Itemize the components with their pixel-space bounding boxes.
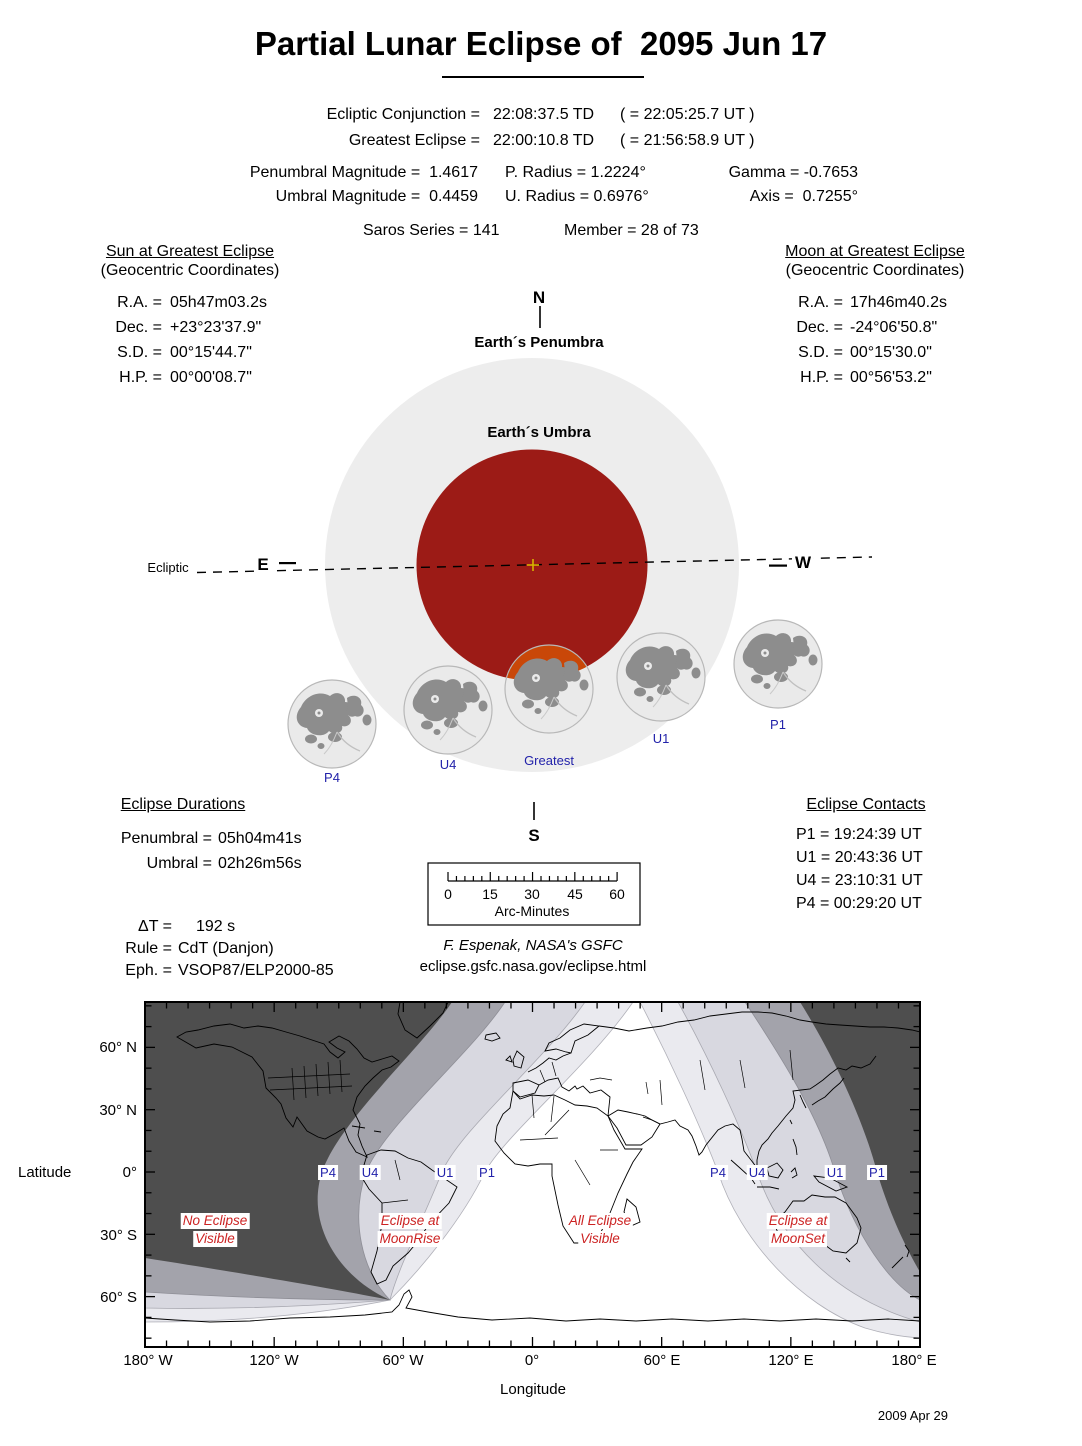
moon-hp-value: 00°56'53.2"	[850, 369, 932, 386]
longitude-axis-label: Longitude	[500, 1381, 566, 1398]
moon-dec-label: Dec. =	[796, 319, 843, 336]
sun-sd-label: S.D. =	[117, 344, 162, 361]
u-radius: U. Radius = 0.6976°	[505, 188, 649, 205]
moon-p4	[288, 680, 376, 768]
zone-label-moonrise-2: MoonRise	[379, 1231, 441, 1246]
lon-120w: 120° W	[249, 1352, 299, 1369]
east-dash	[279, 562, 296, 564]
ecliptic-conjunction-td: 22:08:37.5 TD	[493, 106, 595, 123]
title-underline	[442, 76, 644, 78]
compass-north: N	[532, 288, 546, 307]
moon-label-u1: U1	[652, 731, 670, 746]
rule-label: Rule =	[125, 940, 172, 957]
contact-u1: U1 = 20:43:36 UT	[796, 849, 923, 866]
zone-label-moonset-2: MoonSet	[770, 1231, 826, 1246]
scale-tick-45: 45	[567, 886, 583, 902]
compass-west: W	[792, 553, 814, 572]
moon-ra-label: R.A. =	[798, 294, 843, 311]
penumbral-duration-label: Penumbral =	[120, 830, 212, 847]
lon-180w: 180° W	[123, 1352, 173, 1369]
moon-u4	[404, 666, 492, 754]
contacts-heading: Eclipse Contacts	[806, 796, 926, 813]
moon-subheading: (Geocentric Coordinates)	[785, 262, 965, 279]
contact-p1: P1 = 19:24:39 UT	[796, 826, 922, 843]
contact-p4: P4 = 00:29:20 UT	[796, 895, 922, 912]
ephemeris-label: Eph. =	[125, 962, 172, 979]
lon-180e: 180° E	[891, 1352, 937, 1369]
umbral-duration-value: 02h26m56s	[218, 855, 302, 872]
penumbral-duration-value: 05h04m41s	[218, 830, 302, 847]
latitude-axis-label: Latitude	[18, 1164, 72, 1181]
umbra-label: Earth´s Umbra	[487, 424, 591, 441]
map-contact-u1-east: U1	[826, 1165, 844, 1180]
saros-member: Member = 28 of 73	[564, 222, 699, 239]
rule-value: CdT (Danjon)	[178, 940, 274, 957]
durations-heading: Eclipse Durations	[120, 796, 246, 813]
moon-heading: Moon at Greatest Eclipse	[785, 243, 965, 260]
map-contact-u4-east: U4	[748, 1165, 766, 1180]
scale-tick-60: 60	[609, 886, 625, 902]
greatest-eclipse-label: Greatest Eclipse =	[348, 132, 480, 149]
moon-label-u4: U4	[439, 757, 457, 772]
ecliptic-conjunction-ut: ( = 22:05:25.7 UT )	[620, 106, 755, 123]
map-contact-u4-west: U4	[361, 1165, 379, 1180]
lon-0: 0°	[524, 1352, 540, 1369]
ecliptic-label: Ecliptic	[147, 560, 189, 575]
saros-series: Saros Series = 141	[363, 222, 500, 239]
west-dash	[769, 565, 787, 567]
compass-south: S	[528, 826, 540, 845]
moon-ra-value: 17h46m40.2s	[850, 294, 947, 311]
sun-hp-label: H.P. =	[119, 369, 162, 386]
contact-u4: U4 = 23:10:31 UT	[796, 872, 923, 889]
compass-east: E	[254, 555, 271, 574]
penumbral-magnitude: Penumbral Magnitude = 1.4617	[249, 164, 478, 181]
sun-ra-value: 05h47m03.2s	[170, 294, 267, 311]
map-contact-u1-west: U1	[436, 1165, 454, 1180]
moon-label-greatest: Greatest	[524, 753, 574, 768]
delta-t-value: 192 s	[196, 918, 236, 935]
p-radius: P. Radius = 1.2224°	[505, 164, 646, 181]
axis: Axis = 0.7255°	[749, 188, 858, 205]
lat-30n: 30° N	[99, 1102, 137, 1119]
map-contact-p4-east: P4	[710, 1165, 726, 1180]
sun-subheading: (Geocentric Coordinates)	[100, 262, 280, 279]
moon-sd-value: 00°15'30.0"	[850, 344, 932, 361]
lat-0: 0°	[122, 1164, 137, 1181]
penumbra-label: Earth´s Penumbra	[474, 334, 604, 351]
ecliptic-conjunction-label: Ecliptic Conjunction =	[326, 106, 480, 123]
delta-t-label: ΔT =	[138, 918, 172, 935]
umbral-magnitude: Umbral Magnitude = 0.4459	[275, 188, 478, 205]
map-contact-p1-east: P1	[869, 1165, 885, 1180]
revision-date: 2009 Apr 29	[877, 1408, 948, 1423]
lat-30s: 30° S	[100, 1227, 137, 1244]
lon-120e: 120° E	[768, 1352, 814, 1369]
zone-label-moonset-1: Eclipse at	[768, 1213, 828, 1228]
zone-label-no-eclip se-2: Visible	[195, 1231, 235, 1246]
greatest-eclipse-td: 22:00:10.8 TD	[493, 132, 595, 149]
scale-tick-15: 15	[482, 886, 498, 902]
sun-dec-label: Dec. =	[115, 319, 162, 336]
credit-author: F. Espenak, NASA's GSFC	[443, 937, 623, 954]
sun-hp-value: 00°00'08.7"	[170, 369, 252, 386]
scale-tick-0: 0	[444, 886, 452, 902]
sun-heading: Sun at Greatest Eclipse	[105, 243, 275, 260]
map-contact-p4-west: P4	[320, 1165, 336, 1180]
sun-ra-label: R.A. =	[117, 294, 162, 311]
map-contact-p1-west: P1	[479, 1165, 495, 1180]
zone-label-moonrise-1: Eclipse at	[380, 1213, 440, 1228]
scale-unit: Arc-Minutes	[494, 903, 570, 919]
moon-label-p4: P4	[324, 770, 340, 785]
page-title: Partial Lunar Eclipse of 2095 Jun 17	[254, 25, 828, 62]
sun-dec-value: +23°23'37.9"	[170, 319, 262, 336]
umbral-duration-label: Umbral =	[146, 855, 212, 872]
moon-dec-value: -24°06'50.8"	[850, 319, 938, 336]
zone-label-all-visible-2: Visible	[580, 1231, 620, 1246]
sun-sd-value: 00°15'44.7"	[170, 344, 252, 361]
ephemeris-value: VSOP87/ELP2000-85	[178, 962, 334, 979]
gamma: Gamma = -0.7653	[728, 164, 858, 181]
lon-60w: 60° W	[382, 1352, 424, 1369]
visibility-map	[145, 1002, 920, 1347]
scale-tick-30: 30	[524, 886, 540, 902]
lat-60s: 60° S	[100, 1289, 137, 1306]
lon-60e: 60° E	[643, 1352, 681, 1369]
credit-url[interactable]: eclipse.gsfc.nasa.gov/eclipse.html	[419, 958, 647, 975]
moon-p1	[734, 620, 822, 708]
zone-label-no-eclipse-1: No Eclipse	[182, 1213, 248, 1228]
moon-sd-label: S.D. =	[798, 344, 843, 361]
greatest-eclipse-ut: ( = 21:56:58.9 UT )	[620, 132, 755, 149]
moon-label-p1: P1	[770, 717, 786, 732]
moon-u1	[617, 633, 705, 721]
zone-label-all-visible-1: All Eclipse	[568, 1213, 632, 1228]
moon-hp-label: H.P. =	[800, 369, 843, 386]
lat-60n: 60° N	[99, 1039, 137, 1056]
